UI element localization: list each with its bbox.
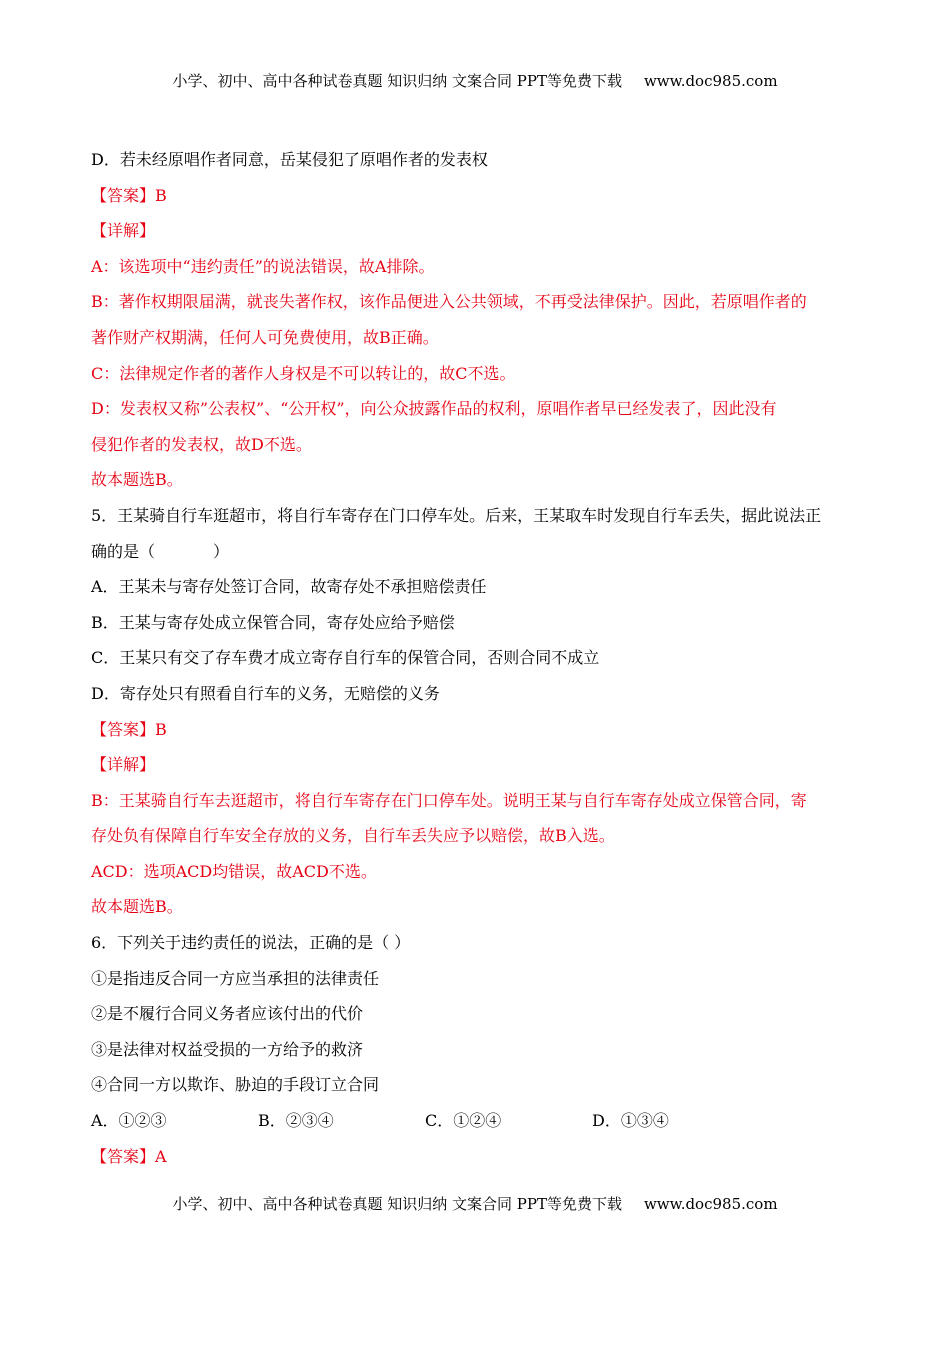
- q6-option-d: D．①③④: [592, 1111, 669, 1131]
- q6-option-a: A．①②③: [91, 1111, 167, 1131]
- q4-explanation-line: A：该选项中“违约责任”的说法错误，故A排除。: [91, 256, 435, 276]
- page-header: [0, 70, 950, 91]
- header-text: 小学、初中、高中各种试卷真题 知识归纳 文案合同 PPT等免费下载: [172, 72, 622, 90]
- q5-explanation-line: B：王某骑自行车去逛超市，将自行车寄存在门口停车处。说明王某与自行车寄存处成立保管合同，寄: [91, 790, 807, 810]
- q4-explanation-line: 侵犯作者的发表权，故D不选。: [91, 434, 312, 454]
- q6-statement-4: ④合同一方以欺诈、胁迫的手段订立合同: [91, 1075, 380, 1095]
- q5-stem-line-1: 5．王某骑自行车逛超市，将自行车寄存在门口停车处。后来，王某取车时发现自行车丢失，据此说法正: [91, 505, 822, 525]
- q5-answer: 【答案】B: [91, 719, 167, 739]
- q6-statement-2: ②是不履行合同义务者应该付出的代价: [91, 1004, 364, 1024]
- q5-option-a: A．王某未与寄存处签订合同，故寄存处不承担赔偿责任: [91, 577, 487, 597]
- q5-stem-suffix: ）: [213, 541, 230, 561]
- footer-site-link[interactable]: www.doc985.com: [643, 1195, 778, 1213]
- q4-conclusion: 故本题选B。: [91, 470, 183, 490]
- q5-detail-label: 【详解】: [91, 755, 156, 775]
- q4-explanation-line: 著作财产权期满，任何人可免费使用，故B正确。: [91, 327, 439, 347]
- q5-explanation-line: 存处负有保障自行车安全存放的义务，自行车丢失应予以赔偿，故B入选。: [91, 826, 615, 846]
- header-site-link[interactable]: www.doc985.com: [643, 72, 778, 90]
- footer-text: 小学、初中、高中各种试卷真题 知识归纳 文案合同 PPT等免费下载: [172, 1195, 622, 1213]
- q6-options-row: [91, 1103, 861, 1139]
- q4-explanation-line: D：发表权又称”公表权”、“公开权”，向公众披露作品的权利，原唱作者早已经发表了，因此没有: [91, 399, 777, 419]
- q5-option-c: C．王某只有交了存车费才成立寄存自行车的保管合同，否则合同不成立: [91, 648, 600, 668]
- page-footer: [0, 1193, 950, 1214]
- q4-option-d: D．若未经原唱作者同意，岳某侵犯了原唱作者的发表权: [91, 150, 488, 169]
- q4-answer: 【答案】B: [91, 185, 167, 205]
- q6-answer: 【答案】A: [91, 1146, 167, 1166]
- q6-statement-1: ①是指违反合同一方应当承担的法律责任: [91, 968, 380, 988]
- q6-statement-3: ③是法律对权益受损的一方给予的救济: [91, 1039, 364, 1059]
- q6-stem: 6．下列关于违约责任的说法，正确的是（ ）: [91, 933, 411, 953]
- q5-explanation-line: ACD：选项ACD均错误，故ACD不选。: [91, 861, 377, 881]
- q5-stem-prefix: 确的是（: [91, 541, 156, 561]
- document-body: [91, 142, 861, 1174]
- q4-detail-label: 【详解】: [91, 221, 156, 241]
- q5-stem-line-2: [91, 534, 861, 570]
- q4-explanation-line: C：法律规定作者的著作人身权是不可以转让的，故C不选。: [91, 363, 516, 383]
- q6-option-b: B．②③④: [258, 1111, 334, 1131]
- q5-option-d: D．寄存处只有照看自行车的义务，无赔偿的义务: [91, 683, 440, 703]
- q5-conclusion: 故本题选B。: [91, 897, 183, 917]
- q4-explanation-line: B：著作权期限届满，就丧失著作权，该作品便进入公共领域，不再受法律保护。因此，若原唱作者的: [91, 292, 807, 312]
- q6-option-c: C．①②④: [425, 1111, 502, 1131]
- q5-option-b: B．王某与寄存处成立保管合同，寄存处应给予赔偿: [91, 612, 455, 632]
